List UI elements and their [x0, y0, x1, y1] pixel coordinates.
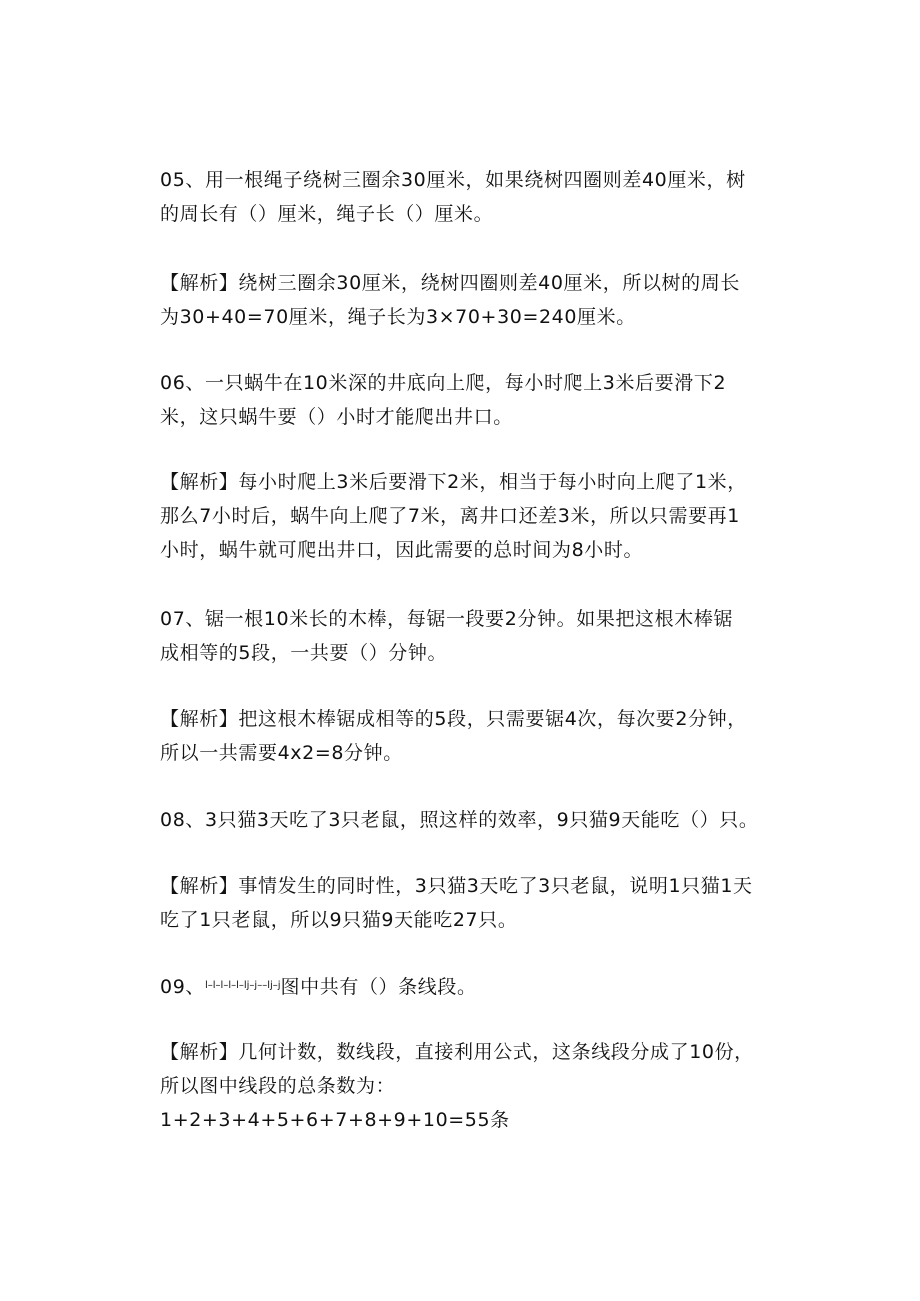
- answer-05: [160, 266, 770, 334]
- question-06-line-2: 米，这只蜗牛要（）小时才能爬出井口。: [160, 406, 513, 428]
- answer-07-line-2: 所以一共需要4x2=8分钟。: [160, 742, 403, 764]
- answer-tag: 【解析】: [160, 708, 239, 730]
- question-06: [160, 366, 770, 434]
- answer-tag: 【解析】: [160, 471, 239, 493]
- answer-06-line-3: 小时，蜗牛就可爬出井口，因此需要的总时间为8小时。: [160, 539, 644, 561]
- question-09-suffix: 图中共有（）条线段。: [280, 976, 477, 998]
- answer-tag: 【解析】: [160, 875, 239, 897]
- answer-08-line-1-text: 事情发生的同时性，3只猫3天吃了3只老鼠，说明1只猫1天: [238, 875, 753, 897]
- answer-06-line-1: [160, 465, 770, 499]
- question-05: [160, 163, 770, 231]
- question-05-line-1: 05、用一根绳子绕树三圈余30厘米，如果绕树四圈则差40厘米，树: [160, 169, 746, 191]
- answer-tag: 【解析】: [160, 272, 239, 294]
- answer-08: [160, 869, 770, 937]
- answer-09: [160, 1035, 770, 1137]
- answer-09-line-3: 1+2+3+4+5+6+7+8+9+10=55条: [160, 1109, 510, 1131]
- answer-05-line-1-text: 绕树三圈余30厘米，绕树四圈则差40厘米，所以树的周长: [238, 272, 740, 294]
- question-07: [160, 602, 770, 670]
- question-09-line-1: [160, 969, 770, 1003]
- answer-07: [160, 702, 770, 770]
- answer-09-line-2: 所以图中线段的总条数为：: [160, 1075, 396, 1097]
- answer-08-line-1: [160, 869, 770, 903]
- answer-05-line-2: 为30+40=70厘米，绳子长为3×70+30=240厘米。: [160, 306, 636, 328]
- question-07-line-1: 07、锯一根10米长的木棒，每锯一段要2分钟。如果把这根木棒锯: [160, 608, 734, 630]
- question-09: [160, 969, 770, 1003]
- answer-06: [160, 465, 770, 567]
- answer-09-line-1-text: 几何计数，数线段，直接利用公式，这条线段分成了10份，: [238, 1041, 754, 1063]
- question-08-line-1: 08、3只猫3天吃了3只老鼠，照这样的效率，9只猫9天能吃（）只。: [160, 809, 759, 831]
- question-09-prefix: 09、: [160, 976, 205, 998]
- line-segment-figure: l–l–l–l–l–lj–j––lj–j: [204, 980, 281, 991]
- question-05-line-2: 的周长有（）厘米，绳子长（）厘米。: [160, 203, 494, 225]
- answer-06-line-2: 那么7小时后，蜗牛向上爬了7米，离井口还差3米，所以只需要再1: [160, 505, 740, 527]
- question-06-line-1: 06、一只蜗牛在10米深的井底向上爬，每小时爬上3米后要滑下2: [160, 372, 727, 394]
- answer-09-line-1: [160, 1035, 770, 1069]
- answer-07-line-1-text: 把这根木棒锯成相等的5段，只需要锯4次，每次要2分钟，: [238, 708, 747, 730]
- answer-tag: 【解析】: [160, 1041, 239, 1063]
- answer-06-line-1-text: 每小时爬上3米后要滑下2米，相当于每小时向上爬了1米，: [238, 471, 747, 493]
- answer-08-line-2: 吃了1只老鼠，所以9只猫9天能吃27只。: [160, 909, 518, 931]
- answer-07-line-1: [160, 702, 770, 736]
- answer-05-line-1: [160, 266, 770, 300]
- question-08: [160, 803, 770, 837]
- question-07-line-2: 成相等的5段，一共要（）分钟。: [160, 642, 448, 664]
